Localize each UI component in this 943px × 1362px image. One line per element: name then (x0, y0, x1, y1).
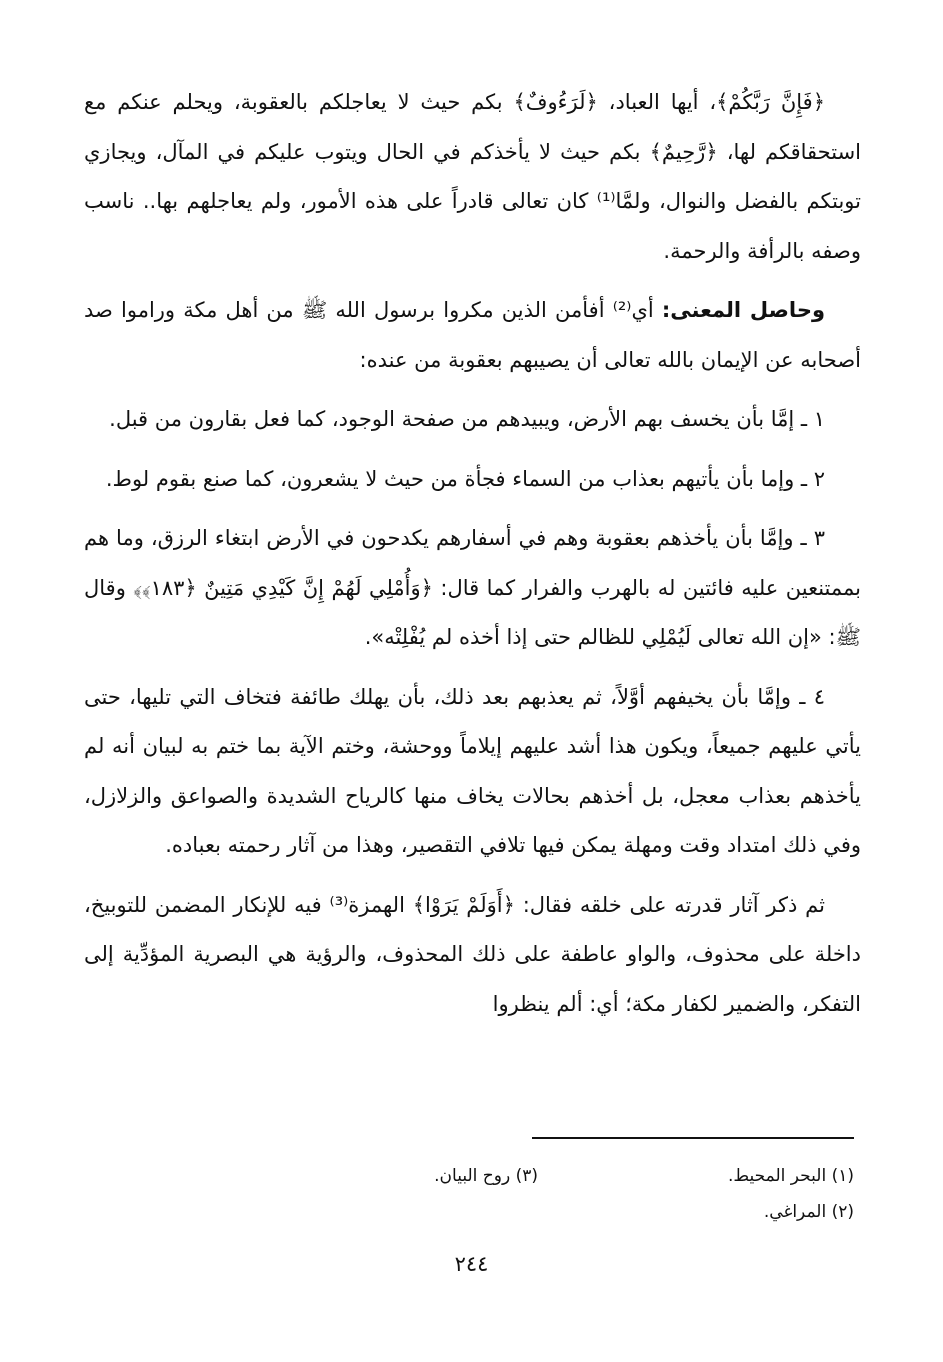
paragraph-2 (84, 286, 861, 385)
page-number: ٢٤٤ (454, 1252, 489, 1276)
paragraph-6: ٤ ـ وإمَّا بأن يخيفهم أوَّلاً، ثم يعذبهم بعد ذلك، بأن يهلك طائفة فتخاف التي تليها، حتى يأتي عليهم جميعاً، ويكون هذا أشد عليهم إيلاماً ووحشة، وختم الآية بما ختم به لبيان أنه لم يأخذهم بعذاب معجل، بل أخذهم بحالات يخاف منها كالرياح الشديدة والصواعق والزلازل، وفي ذلك امتداد وقت ومهلة يمكن فيها تلافي التقصير، وهذا من آثار رحمته بعباده. (84, 684, 861, 857)
paragraph-5: ٣ ـ وإمَّا بأن يأخذهم بعقوبة وهم في أسفارهم يكدحون في الأرض ابتغاء الرزق، وما هم بممتنعين عليه فائتين له بالهرب والفرار كما قال: ﴿وَأُمْلِي لَهُمْ إِنَّ كَيْدِي مَتِينٌ ﴿١٨٣﴾﴾ وقال ﷺ: «إن الله تعالى لَيُمْلِي للظالم حتى إذا أخذه لم يُفْلِتْه». (84, 526, 862, 649)
paragraph-7: ثم ذكر آثار قدرته على خلقه فقال: ﴿أَوَلَمْ يَرَوْا﴾ الهمزة⁽³⁾ فيه للإنكار المضمن للتوبيخ، داخلة على محذوف، والواو عاطفة على ذلك المحذوف، والرؤية هي البصرية المؤدِّية إلى التفكر، والضمير لكفار مكة؛ أي: ألم ينظروا (84, 892, 861, 1016)
footnote-3: (٣) روح البيان. (434, 1166, 538, 1186)
paragraph-3: ١ ـ إمَّا بأن يخسف بهم الأرض، ويبيدهم من صفحة الوجود، كما فعل بقارون من قبل. (109, 407, 825, 431)
paragraph-2-lead: وحاصل المعنى: (661, 298, 826, 322)
main-text (84, 78, 861, 1039)
paragraph-2-text: أي⁽²⁾ أفأمن الذين مكروا برسول الله ﷺ من أهل مكة وراموا صد أصحابه عن الإيمان بالله تعالى أن يصيبهم بعقوبة من عنده: (84, 298, 861, 372)
paragraph-4: ٢ ـ وإما بأن يأتيهم بعذاب من السماء فجأة من حيث لا يشعرون، كما صنع بقوم لوط. (105, 466, 825, 491)
footnote-row (84, 1194, 854, 1230)
footnote-row (84, 1158, 854, 1194)
paragraph-1: ﴿فَإِنَّ رَبَّكُمْ﴾، أيها العباد، ﴿لَرَءُوفٌ﴾ بكم حيث لا يعاجلكم بالعقوبة، ويحلم عنكم مع استحقاقكم لها، ﴿رَّحِيمٌ﴾ بكم حيث لا يأخذكم في الحال ويتوب عليكم في المآل، ويجازي توبتكم بالفضل والنوال، ولمَّا⁽¹⁾ كان تعالى قادراً على هذه الأمور، ولم يعاجلهم بها.. ناسب وصفه بالرأفة والرحمة. (84, 90, 861, 263)
footnote-2: (٢) المراغي. (763, 1202, 854, 1222)
footnote-1: (١) البحر المحيط. (728, 1166, 854, 1186)
footnote-divider (532, 1137, 854, 1139)
footnotes (84, 1158, 854, 1230)
